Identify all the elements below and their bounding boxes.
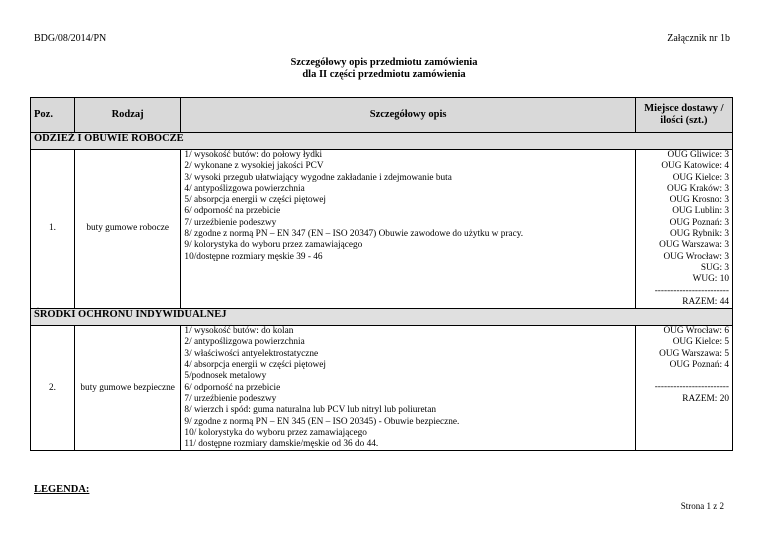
desc-line: 1/ wysokość butów: do połowy łydki	[184, 150, 323, 160]
desc-line: 11/ dostępne rozmiary damskie/męskie od 36 do 44.	[184, 439, 379, 450]
desc-line: 1/ wysokość butów: do kolan	[184, 326, 294, 337]
dest-line: OUG Wrocław: 3	[663, 251, 729, 262]
desc-line: 4/ absorpcja energii w części piętowej	[184, 360, 326, 371]
dest-line: OUG Warszawa: 3	[659, 240, 729, 251]
item-poz: 2.	[31, 326, 75, 451]
dest-line: OUG Wrocław: 6	[663, 326, 729, 337]
document-title	[0, 57, 768, 81]
table-header-row	[31, 98, 733, 133]
desc-line: 10/dostępne rozmiary męskie 39 - 46	[184, 251, 323, 262]
desc-line: 9/ zgodne z normą PN – EN 345 (EN – ISO 20345) - Obuwie bezpieczne.	[184, 416, 460, 427]
document-id: BDG/08/2014/PN	[34, 33, 107, 44]
header-opis: Szczegółowy opis	[181, 98, 635, 133]
dest-line: OUG Gliwice: 3	[667, 150, 729, 160]
title-line-1: Szczegółowy opis przedmiotu zamówienia	[290, 57, 478, 68]
desc-line: 6/ odporność na przebicie	[184, 206, 281, 217]
header-miejsce: Miejsce dostawy / ilości (szt.)	[635, 98, 732, 133]
desc-line: 3/ wysoki przegub ułatwiający wygodne zakładanie i zdejmowanie buta	[184, 172, 452, 183]
header-rodzaj: Rodzaj	[74, 98, 181, 133]
dest-line: SUG: 3	[700, 262, 729, 273]
desc-line: 2/ antypoślizgowa powierzchnia	[184, 337, 305, 348]
desc-line: 3/ właściwości antyelektrostatyczne	[184, 348, 319, 359]
item-rodzaj: buty gumowe robocze	[74, 150, 181, 309]
dest-line: OUG Rybnik: 3	[669, 229, 729, 240]
title-line-2: dla II części przedmiotu zamówienia	[302, 69, 466, 80]
item-opis	[181, 326, 635, 451]
dest-line: OUG Kielce: 5	[672, 337, 729, 348]
desc-line: 5/podnosek metalowy	[184, 371, 267, 382]
desc-line: 8/ zgodne z normą PN – EN 347 (EN – ISO 20347) Obuwie zawodowe do użytku w pracy.	[184, 229, 524, 240]
section-title: ŚRODKI OCHRONU INDYWIDUALNEJ	[31, 309, 733, 326]
desc-line: 7/ urzeźbienie podeszwy	[184, 217, 277, 228]
specification-table	[30, 97, 733, 451]
item-opis	[181, 150, 635, 309]
item-miejsce	[635, 326, 732, 451]
table-row	[31, 150, 733, 309]
desc-line: 9/ kolorystyka do wyboru przez zamawiającego	[184, 240, 363, 251]
section-row-ppe	[31, 309, 733, 326]
section-row-work-clothing	[31, 133, 733, 150]
item-poz: 1.	[31, 150, 75, 309]
dest-line: OUG Lublin: 3	[672, 206, 729, 217]
section-title: ODZIEŻ I OBUWIE ROBOCZE	[31, 133, 733, 150]
dest-line: WUG: 10	[692, 274, 729, 285]
item-miejsce	[635, 150, 732, 309]
dest-gap	[639, 371, 729, 382]
header-poz: Poz.	[31, 98, 75, 133]
dest-line: OUG Katowice: 4	[661, 161, 729, 172]
dest-separator: ------------------------	[654, 382, 729, 393]
annex-label: Załącznik nr 1b	[667, 33, 730, 44]
desc-line: 4/ antypoślizgowa powierzchnia	[184, 183, 305, 194]
desc-line: 5/ absorpcja energii w części piętowej	[184, 195, 326, 206]
dest-line: OUG Krosno: 3	[669, 195, 729, 206]
dest-line: OUG Kielce: 3	[672, 172, 729, 183]
desc-line: 2/ wykonane z wysokiej jakości PCV	[184, 161, 324, 172]
dest-line: OUG Kraków: 3	[667, 183, 729, 194]
desc-line: 7/ urzeźbienie podeszwy	[184, 393, 277, 404]
table-row	[31, 326, 733, 451]
dest-separator: ------------------------	[654, 285, 729, 296]
page-number: Strona 1 z 2	[680, 501, 724, 511]
dest-line: OUG Warszawa: 5	[659, 348, 729, 359]
dest-total: RAZEM: 44	[682, 296, 729, 307]
item-rodzaj: buty gumowe bezpieczne	[74, 326, 181, 451]
desc-line: 8/ wierzch i spód: guma naturalna lub PCV lub nitryl lub poliuretan	[184, 405, 437, 416]
dest-line: OUG Poznań: 4	[669, 360, 729, 371]
dest-total: RAZEM: 20	[682, 393, 729, 404]
dest-line: OUG Poznań: 3	[669, 217, 729, 228]
desc-line: 6/ odporność na przebicie	[184, 382, 281, 393]
desc-line: 10/ kolorystyka do wyboru przez zamawiającego	[184, 427, 367, 438]
legend-label: LEGENDA:	[34, 484, 90, 495]
